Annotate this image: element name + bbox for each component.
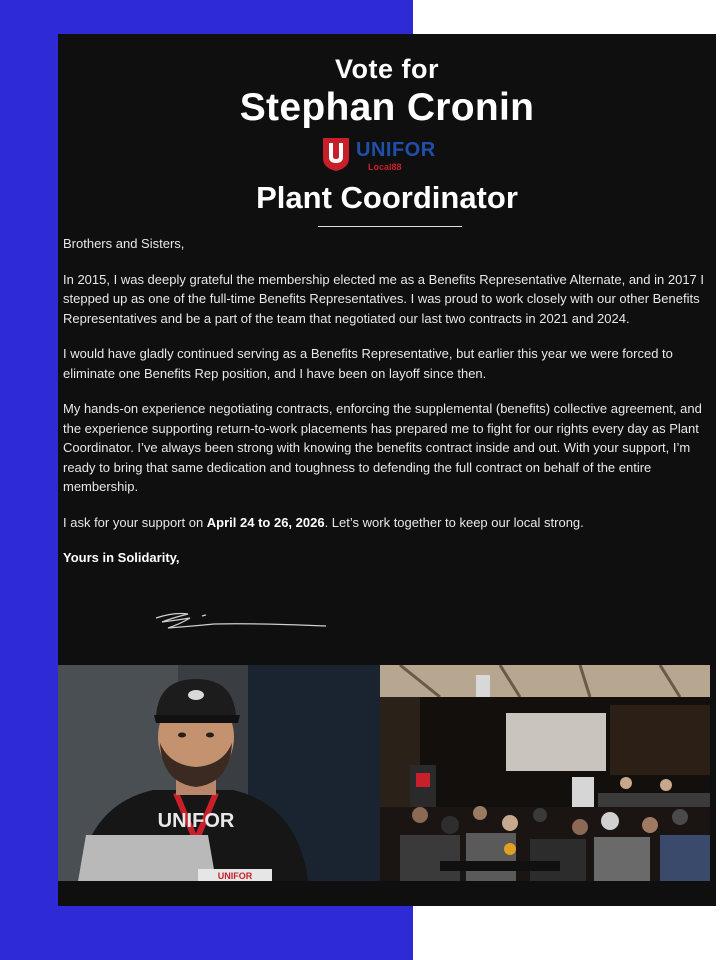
- position-title: Plant Coordinator: [256, 180, 518, 215]
- paragraph-3: My hands-on experience negotiating contracts, enforcing the supplemental (benefits) collective agreement, and the experience supporting return-to-work placements has prepared me to fight for our rights every day as Plant Coordinator. I’ve always been strong with knowing the benefits contract inside and out. With your support, I’m ready to bring that same dedication and toughness to defending the full contract on behalf of the entire membership.: [63, 401, 702, 494]
- unifor-local-text: Local88: [368, 162, 402, 172]
- unifor-shield-icon: [320, 136, 352, 172]
- support-request-suffix: . Let’s work together to keep our local strong.: [324, 514, 584, 530]
- convention-hall-illustration: [380, 665, 710, 881]
- support-request-prefix: I ask for your support on: [63, 514, 207, 530]
- paragraph-2: I would have gladly continued serving as a Benefits Representative, but earlier this year we were forced to eliminate one Benefits Rep position, and I have been on layoff since then.: [63, 346, 673, 381]
- photo-convention-hall: [380, 665, 710, 881]
- candidate-name: Stephan Cronin: [239, 86, 535, 129]
- header-divider: [318, 226, 462, 227]
- closing-line: Yours in Solidarity,: [63, 550, 180, 565]
- paragraph-1: In 2015, I was deeply grateful the membership elected me as a Benefits Representative Alternate, and in 2017 I stepped up as one of the full-time Benefits Representatives. I was proud to work closely with our other Benefits Representatives and be a part of the team that negotiated our last two contracts in 2021 and 2024.: [63, 271, 704, 326]
- candidate-portrait-illustration: [58, 665, 380, 881]
- hoodie-text: UNIFOR: [157, 810, 235, 832]
- greeting: Brothers and Sisters,: [63, 236, 185, 251]
- unifor-logo-text: UNIFOR: [356, 139, 436, 161]
- flyer-panel: [58, 34, 716, 906]
- photo-candidate-portrait: [58, 665, 380, 881]
- badge-text: UNIFOR: [217, 871, 253, 881]
- unifor-logo: [320, 136, 450, 172]
- letter-body: [63, 234, 708, 584]
- signature-image: [154, 604, 334, 634]
- support-request: [63, 513, 708, 533]
- vote-for-heading: Vote for: [335, 54, 439, 84]
- election-dates: April 24 to 26, 2026: [206, 514, 325, 530]
